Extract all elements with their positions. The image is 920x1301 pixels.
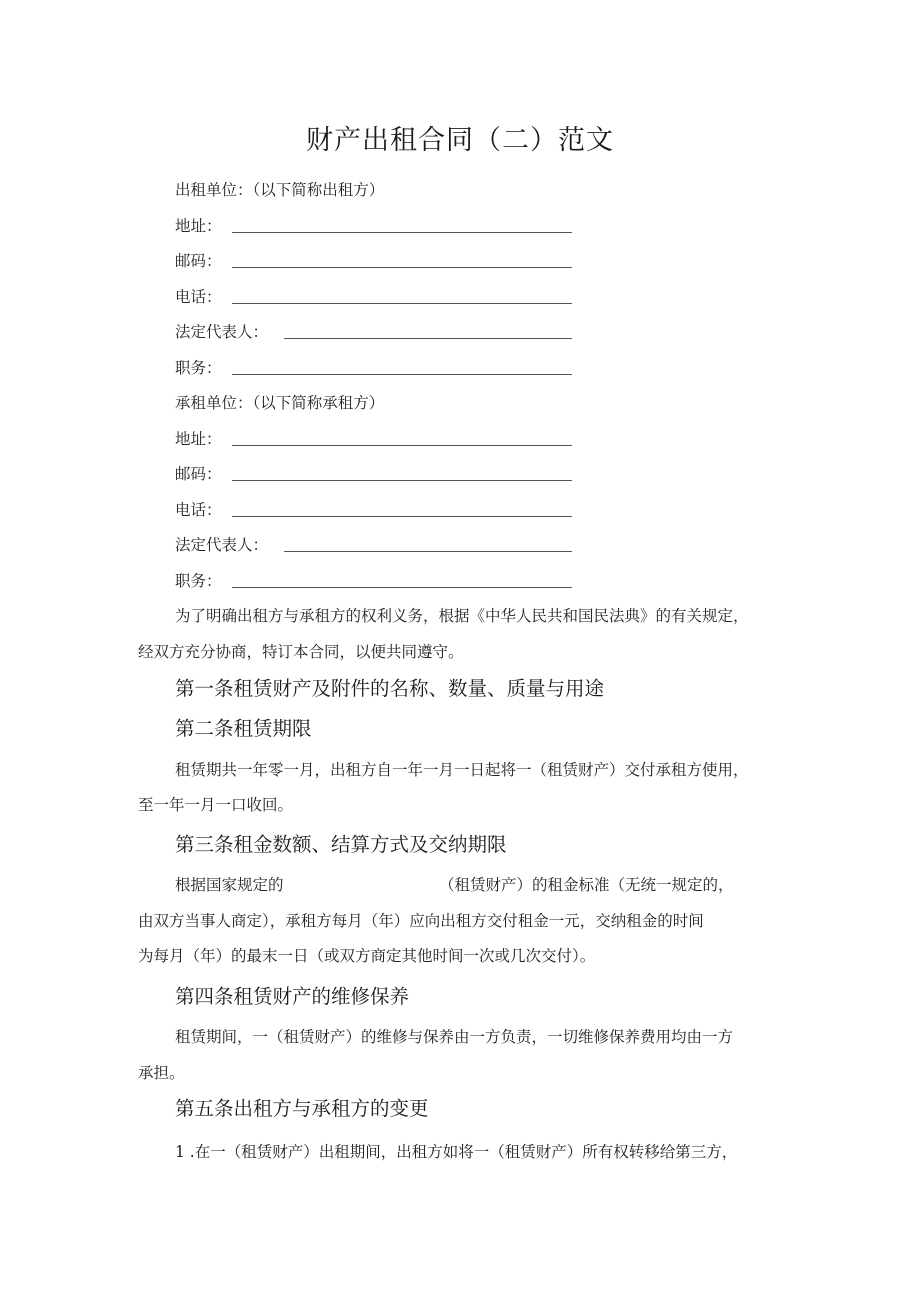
article-1-heading: 第一条租赁财产及附件的名称、数量、质量与用途 (175, 677, 605, 700)
lessee-postcode-label: 邮码： (175, 465, 222, 483)
lessee-legal-rep-label: 法定代表人： (175, 536, 269, 554)
lessee-phone-blank (232, 516, 572, 517)
article-4-line-1: 租赁期间，一（租赁财产）的维修与保养由一方负责，一切维修保养费用均由一方 (175, 1028, 734, 1046)
lessee-postcode-blank (232, 480, 572, 481)
article-3-line-1b: （租赁财产）的租金标准（无统一规定的， (439, 876, 734, 894)
lessor-legal-rep-blank (284, 338, 572, 339)
lessor-phone-label: 电话： (175, 288, 222, 306)
lessor-position-label: 职务： (175, 359, 222, 377)
article-3-heading: 第三条租金数额、结算方式及交纳期限 (175, 833, 507, 856)
lessor-phone-blank (232, 303, 572, 304)
lessor-address-label: 地址： (175, 217, 222, 235)
lessor-postcode-label: 邮码： (175, 252, 222, 270)
article-3-line-1a: 根据国家规定的 (175, 876, 284, 894)
article-4-heading: 第四条租赁财产的维修保养 (175, 985, 410, 1008)
lessee-legal-rep-blank (284, 551, 572, 552)
lessor-postcode-blank (232, 267, 572, 268)
article-3-line-2: 由双方当事人商定），承租方每月（年）应向出租方交付租金一元，交纳租金的时间 (138, 912, 704, 930)
lessee-phone-label: 电话： (175, 501, 222, 519)
lessee-address-label: 地址： (175, 430, 222, 448)
intro-line-2: 经双方充分协商，特订本合同，以便共同遵守。 (138, 643, 464, 661)
lessee-header: 承租单位：（以下简称承租方） (175, 394, 385, 412)
lessee-position-blank (232, 587, 572, 588)
lessor-legal-rep-label: 法定代表人： (175, 323, 269, 341)
article-5-heading: 第五条出租方与承租方的变更 (175, 1097, 429, 1120)
document-title: 财产出租合同（二）范文 (306, 125, 614, 156)
article-4-line-2: 承担。 (138, 1064, 185, 1082)
intro-line-1: 为了明确出租方与承租方的权利义务，根据《中华人民共和国民法典》的有关规定， (175, 607, 749, 625)
article-2-line-2: 至一年一月一口收回。 (138, 796, 294, 814)
lessor-position-blank (232, 374, 572, 375)
article-2-heading: 第二条租赁期限 (175, 717, 312, 740)
article-3-line-3: 为每月（年）的最末一日（或双方商定其他时间一次或几次交付）。 (138, 947, 596, 965)
lessee-address-blank (232, 445, 572, 446)
lessee-position-label: 职务： (175, 572, 222, 590)
article-2-line-1: 租赁期共一年零一月，出租方自一年一月一日起将一（租赁财产）交付承租方使用， (175, 761, 749, 779)
lessor-header: 出租单位：（以下简称出租方） (175, 181, 385, 199)
lessor-address-blank (232, 232, 572, 233)
article-5-line-1: 1 .在一（租赁财产）出租期间，出租方如将一（租赁财产）所有权转移给第三方， (175, 1143, 738, 1161)
